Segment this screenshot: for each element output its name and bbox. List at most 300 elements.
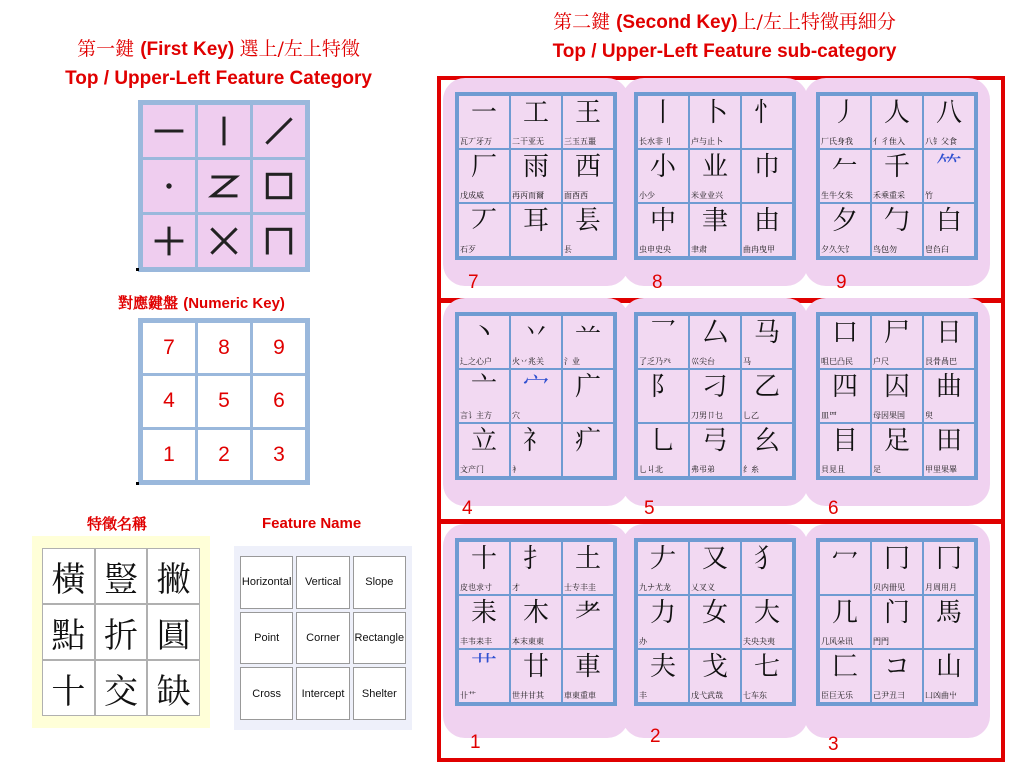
numeric-key-7[interactable]: 7	[143, 323, 195, 373]
group-key-number: 3	[828, 734, 839, 755]
subcategory-grid-8	[634, 92, 796, 260]
subcategory-glyph: 幺	[753, 426, 780, 456]
subcategory-grid-7	[455, 92, 617, 260]
subcategory-cell[interactable]	[563, 316, 613, 368]
subcategory-cell[interactable]	[872, 96, 922, 148]
subcategory-cell[interactable]	[872, 370, 922, 422]
group-key-number: 5	[644, 498, 655, 519]
subcategory-glyph: 忄	[753, 98, 780, 128]
subcategory-glyph: 土	[574, 544, 601, 574]
feature-cn-cell: 缺	[147, 660, 200, 716]
subcategory-glyph: 夕	[831, 206, 858, 236]
feature-cn-cell: 折	[95, 604, 148, 660]
subcategory-glyph: 厶	[701, 318, 728, 348]
subcategory-glyph: 日	[935, 318, 962, 348]
subcategory-examples: 厂氏身我	[821, 137, 853, 146]
subcategory-cell[interactable]	[563, 150, 613, 202]
subcategory-cell[interactable]	[459, 650, 509, 702]
subcategory-glyph: 广	[574, 372, 601, 402]
subcategory-examples: 皮也求寸	[460, 583, 492, 592]
subcategory-glyph: 宀	[522, 372, 549, 402]
subcategory-examples: 卢与止卜	[691, 137, 723, 146]
subcategory-cell[interactable]	[742, 542, 792, 594]
subcategory-cell[interactable]	[872, 150, 922, 202]
subcategory-examples: 咀巳凸民	[821, 357, 853, 366]
subcategory-examples: 亻彳隹入	[873, 137, 905, 146]
subcategory-examples: 甲里果畢	[925, 465, 957, 474]
feature-en-cell: Point	[240, 612, 293, 665]
subcategory-glyph: コ	[883, 652, 910, 682]
subcategory-examples: 禾乘重采	[873, 191, 905, 200]
subcategory-grid-1	[455, 538, 617, 706]
subcategory-examples: 本末東東	[512, 637, 544, 646]
subcategory-glyph: 七	[753, 652, 780, 682]
feature-cn-cell: 橫	[42, 548, 95, 604]
feature-cn-cell: 撇	[147, 548, 200, 604]
feature-cn-cell: 交	[95, 660, 148, 716]
first-key-title-en: (First Key)	[140, 39, 240, 60]
subcategory-cell[interactable]	[690, 424, 740, 476]
subcategory-examples: 艮骨咼巴	[925, 357, 957, 366]
subcategory-cell[interactable]	[924, 96, 974, 148]
subcategory-grid-6	[816, 312, 978, 480]
subcategory-cell[interactable]	[459, 204, 509, 256]
subcategory-examples: 面酉西	[564, 191, 588, 200]
subcategory-examples: 生牛攵朱	[821, 191, 853, 200]
subcategory-cell[interactable]	[742, 424, 792, 476]
group-key-number: 1	[470, 732, 481, 753]
subcategory-cell[interactable]	[638, 650, 688, 702]
subcategory-glyph: 千	[883, 152, 910, 182]
subcategory-cell[interactable]	[872, 204, 922, 256]
feature-cn-cell: 十	[42, 660, 95, 716]
subcategory-glyph: 木	[522, 598, 549, 628]
first-key-subtitle: Top / Upper-Left Feature Category	[65, 68, 372, 89]
subcategory-examples: 竹	[925, 191, 933, 200]
subcategory-examples: 夕久矢饣	[821, 245, 853, 254]
subcategory-examples: 乚乙	[743, 411, 759, 420]
subcategory-cell[interactable]	[690, 650, 740, 702]
subcategory-cell[interactable]	[563, 370, 613, 422]
second-key-title-cn2: 上/左上特徵再細分	[737, 11, 896, 33]
subcategory-cell[interactable]	[820, 424, 870, 476]
group-key-number: 7	[468, 272, 479, 293]
subcategory-glyph: 女	[701, 598, 728, 628]
subcategory-cell[interactable]	[924, 204, 974, 256]
subcategory-glyph: 冂	[883, 544, 910, 574]
subcategory-cell[interactable]	[638, 370, 688, 422]
subcategory-cell[interactable]	[638, 204, 688, 256]
subcategory-glyph: 丶	[470, 318, 497, 348]
subcategory-examples: 皿罒	[821, 411, 837, 420]
shelter-icon[interactable]	[253, 215, 305, 267]
subcategory-cell[interactable]	[638, 542, 688, 594]
subcategory-cell[interactable]	[742, 370, 792, 422]
subcategory-cell[interactable]	[924, 424, 974, 476]
subcategory-examples: 户尺	[873, 357, 889, 366]
subcategory-grid-2	[634, 538, 796, 706]
feature-en-cell: Corner	[296, 612, 349, 665]
subcategory-cell[interactable]	[924, 150, 974, 202]
subcategory-glyph: 小	[649, 152, 676, 182]
group-key-number: 6	[828, 498, 839, 519]
feature-name-chinese-grid	[32, 536, 210, 728]
subcategory-glyph: 耒	[470, 598, 497, 628]
subcategory-examples: 門門	[873, 637, 889, 646]
subcategory-glyph: 乛	[649, 318, 676, 348]
subcategory-glyph: 匚	[831, 652, 858, 682]
subcategory-examples: 臣巨无乐	[821, 691, 853, 700]
subcategory-examples: 火丷兆关	[512, 357, 544, 366]
subcategory-glyph: 戈	[701, 652, 728, 682]
feature-en-cell: Horizontal	[240, 556, 293, 609]
vertical-stroke-icon[interactable]	[198, 105, 250, 157]
subcategory-examples: 世井甘其	[512, 691, 544, 700]
subcategory-examples: 二干亚无	[512, 137, 544, 146]
subcategory-cell[interactable]	[690, 150, 740, 202]
subcategory-examples: 月周用月	[925, 583, 957, 592]
subcategory-cell[interactable]	[872, 424, 922, 476]
subcategory-cell[interactable]	[820, 650, 870, 702]
subcategory-examples: 瓦丆牙万	[460, 137, 492, 146]
subcategory-cell[interactable]	[924, 542, 974, 594]
rectangle-icon[interactable]	[253, 160, 305, 212]
subcategory-cell[interactable]	[742, 316, 792, 368]
subcategory-examples: 足	[873, 465, 881, 474]
subcategory-examples: 丰韦耒丰	[460, 637, 492, 646]
subcategory-examples: 纟糸	[743, 465, 759, 474]
subcategory-glyph: 弓	[701, 426, 728, 456]
subcategory-glyph: 足	[883, 426, 910, 456]
subcategory-glyph: 礻	[522, 426, 549, 456]
subcategory-cell[interactable]	[820, 542, 870, 594]
subcategory-examples: 戊成威	[460, 191, 484, 200]
subcategory-examples: 三玉五噩	[564, 137, 596, 146]
subcategory-glyph: 大	[753, 598, 780, 628]
group-key-number: 9	[836, 272, 847, 293]
subcategory-cell[interactable]	[820, 316, 870, 368]
subcategory-grid-4	[455, 312, 617, 480]
subcategory-examples: 七车东	[743, 691, 767, 700]
subcategory-glyph: 乙	[753, 372, 780, 402]
subcategory-glyph: 田	[935, 426, 962, 456]
feature-name-english-grid	[234, 546, 412, 730]
subcategory-cell[interactable]	[742, 596, 792, 648]
subcategory-cell[interactable]	[563, 424, 613, 476]
subcategory-examples: 米业业兴	[691, 191, 723, 200]
subcategory-examples: 长水非刂	[639, 137, 671, 146]
subcategory-cell[interactable]	[511, 96, 561, 148]
subcategory-cell[interactable]	[690, 542, 740, 594]
feature-name-label-en: Feature Name	[262, 515, 362, 532]
subcategory-glyph: 白	[935, 206, 962, 236]
subcategory-cell[interactable]	[511, 596, 561, 648]
subcategory-cell[interactable]	[511, 204, 561, 256]
subcategory-cell[interactable]	[459, 424, 509, 476]
subcategory-glyph: 西	[574, 152, 601, 182]
subcategory-examples: 小少	[639, 191, 655, 200]
subcategory-examples: 凵凶曲屮	[925, 691, 957, 700]
subcategory-cell[interactable]	[459, 316, 509, 368]
subcategory-glyph: 工	[522, 98, 549, 128]
feature-en-cell: Vertical	[296, 556, 349, 609]
subcategory-glyph: 十	[470, 544, 497, 574]
subcategory-examples: 聿肃	[691, 245, 707, 254]
subcategory-examples: 穴	[512, 411, 520, 420]
numeric-key-8[interactable]: 8	[198, 323, 250, 373]
subcategory-glyph: 刁	[701, 372, 728, 402]
subcategory-examples: 刀男卩乜	[691, 411, 723, 420]
subcategory-glyph: 冂	[935, 544, 962, 574]
subcategory-cell[interactable]	[459, 596, 509, 648]
subcategory-cell[interactable]	[511, 316, 561, 368]
subcategory-glyph: 冖	[831, 544, 858, 574]
subcategory-glyph: 丆	[470, 206, 497, 236]
subcategory-glyph: 王	[574, 98, 601, 128]
subcategory-examples: 再丙而爾	[512, 191, 544, 200]
numeric-key-6[interactable]: 6	[253, 376, 305, 426]
subcategory-examples: 丰	[639, 691, 647, 700]
subcategory-examples: 文产门	[460, 465, 484, 474]
subcategory-examples: 言讠主方	[460, 411, 492, 420]
subcategory-examples: 車東重車	[564, 691, 596, 700]
second-key-subtitle: Top / Upper-Left Feature sub-category	[552, 41, 897, 62]
feature-en-cell: Cross	[240, 667, 293, 720]
subcategory-glyph: 四	[831, 372, 858, 402]
subcategory-grid-9	[816, 92, 978, 260]
subcategory-glyph: 门	[883, 598, 910, 628]
subcategory-cell[interactable]	[924, 650, 974, 702]
subcategory-examples: 虫申史央	[639, 245, 671, 254]
subcategory-examples: 贝内冊见	[873, 583, 905, 592]
subcategory-cell[interactable]	[563, 542, 613, 594]
subcategory-examples: 曲冉曳甲	[743, 245, 775, 254]
subcategory-examples: 弗弔弟	[691, 465, 715, 474]
second-key-title-cn: 第二鍵	[553, 11, 617, 33]
numeric-key-9[interactable]: 9	[253, 323, 305, 373]
subcategory-glyph: 丷	[522, 318, 549, 348]
subcategory-cell[interactable]	[511, 542, 561, 594]
subcategory-examples: 辶之心户	[460, 357, 492, 366]
subcategory-cell[interactable]	[563, 204, 613, 256]
subcategory-glyph: 廿	[522, 652, 549, 682]
subcategory-glyph: 耂	[574, 598, 601, 628]
subcategory-cell[interactable]	[820, 370, 870, 422]
subcategory-glyph: 目	[831, 426, 858, 456]
subcategory-cell[interactable]	[638, 96, 688, 148]
subcategory-glyph: 力	[649, 598, 676, 628]
subcategory-cell[interactable]	[563, 596, 613, 648]
subcategory-cell[interactable]	[820, 96, 870, 148]
subcategory-cell[interactable]	[563, 650, 613, 702]
subcategory-glyph: 夫	[649, 652, 676, 682]
subcategory-examples: 几风朵讯	[821, 637, 853, 646]
subcategory-glyph: 疒	[574, 426, 601, 456]
subcategory-glyph: 扌	[522, 544, 549, 574]
subcategory-examples: 乂叉义	[691, 583, 715, 592]
subcategory-cell[interactable]	[511, 424, 561, 476]
subcategory-glyph: 由	[753, 206, 780, 236]
feature-name-label-cn: 特徵名稱	[87, 515, 148, 533]
subcategory-examples: 办	[639, 637, 647, 646]
first-key-title-cn2: 選上/左上特徵	[239, 38, 360, 60]
grid-marker	[136, 268, 139, 271]
subcategory-examples: 了乏乃癶	[639, 357, 671, 366]
subcategory-grid-5	[634, 312, 796, 480]
subcategory-cell[interactable]	[924, 596, 974, 648]
subcategory-glyph: 𠂇	[649, 544, 676, 574]
subcategory-glyph: 阝	[649, 372, 676, 402]
feature-en-cell: Intercept	[296, 667, 349, 720]
subcategory-cell[interactable]	[690, 316, 740, 368]
subcategory-glyph: 𠂉	[831, 152, 858, 182]
subcategory-cell[interactable]	[459, 96, 509, 148]
subcategory-cell[interactable]	[872, 316, 922, 368]
subcategory-cell[interactable]	[690, 596, 740, 648]
subcategory-examples: 臾	[925, 411, 933, 420]
numeric-key-4[interactable]: 4	[143, 376, 195, 426]
subcategory-cell[interactable]	[638, 316, 688, 368]
subcategory-examples: 母因果国	[873, 411, 905, 420]
subcategory-glyph: 卜	[701, 98, 728, 128]
feature-en-cell: Slope	[353, 556, 406, 609]
subcategory-cell[interactable]	[459, 370, 509, 422]
subcategory-glyph: 又	[701, 544, 728, 574]
subcategory-glyph: 巾	[753, 152, 780, 182]
subcategory-examples: 鸟包勿	[873, 245, 897, 254]
subcategory-glyph: 业	[701, 152, 728, 182]
subcategory-cell[interactable]	[742, 96, 792, 148]
subcategory-cell[interactable]	[690, 370, 740, 422]
subcategory-examples: 氵业	[564, 357, 580, 366]
subcategory-cell[interactable]	[820, 150, 870, 202]
intercept-x-icon[interactable]	[198, 215, 250, 267]
subcategory-cell[interactable]	[872, 596, 922, 648]
subcategory-examples: 石歹	[460, 245, 476, 254]
feature-en-cell: Rectangle	[353, 612, 406, 665]
subcategory-cell[interactable]	[820, 596, 870, 648]
subcategory-glyph: 几	[831, 598, 858, 628]
subcategory-glyph: 亠	[470, 372, 497, 402]
first-key-title-cn: 第一鍵	[77, 38, 141, 60]
subcategory-examples: 士专丰圭	[564, 583, 596, 592]
feature-cn-cell: 點	[42, 604, 95, 660]
subcategory-glyph: 車	[574, 652, 601, 682]
first-key-title	[0, 35, 437, 93]
subcategory-glyph: 中	[649, 206, 676, 236]
subcategory-examples: 衤	[512, 465, 520, 474]
subcategory-examples: 夫央夬夷	[743, 637, 775, 646]
dot-icon[interactable]	[143, 160, 195, 212]
numeric-key-label-cn: 對應鍵盤	[118, 294, 184, 312]
feature-cn-cell: 圓	[147, 604, 200, 660]
second-key-title	[437, 8, 1012, 66]
grid-marker	[136, 482, 139, 485]
subcategory-examples: 八钅父食	[925, 137, 957, 146]
subcategory-glyph: 一	[470, 98, 497, 128]
subcategory-glyph: 口	[831, 318, 858, 348]
subcategory-glyph: 耳	[522, 206, 549, 236]
subcategory-examples: 皀臽臼	[925, 245, 949, 254]
cross-icon[interactable]	[143, 215, 195, 267]
corner-z-icon[interactable]	[198, 160, 250, 212]
subcategory-cell[interactable]	[459, 542, 509, 594]
subcategory-cell[interactable]	[511, 370, 561, 422]
numeric-key-grid	[138, 318, 310, 485]
subcategory-cell[interactable]	[924, 316, 974, 368]
horizontal-stroke-icon[interactable]	[143, 105, 195, 157]
subcategory-glyph: 立	[470, 426, 497, 456]
subcategory-cell[interactable]	[459, 150, 509, 202]
subcategory-glyph: 䒑	[574, 318, 601, 348]
subcategory-glyph: 丿	[831, 98, 858, 128]
subcategory-cell[interactable]	[924, 370, 974, 422]
subcategory-glyph: 乚	[649, 426, 676, 456]
subcategory-glyph: 山	[935, 652, 962, 682]
subcategory-glyph: 曲	[935, 372, 962, 402]
subcategory-cell[interactable]	[638, 596, 688, 648]
subcategory-cell[interactable]	[511, 150, 561, 202]
numeric-key-label	[118, 292, 285, 313]
feature-en-cell: Shelter	[353, 667, 406, 720]
group-key-number: 8	[652, 272, 663, 293]
subcategory-examples: 才	[512, 583, 520, 592]
numeric-key-label-en: (Numeric Key)	[183, 295, 285, 312]
subcategory-cell[interactable]	[820, 204, 870, 256]
subcategory-examples: 戊弋武哉	[691, 691, 723, 700]
subcategory-glyph: 犭	[753, 544, 780, 574]
subcategory-cell[interactable]	[690, 204, 740, 256]
subcategory-examples: 卝艹	[460, 691, 476, 700]
subcategory-glyph: 艹	[470, 652, 497, 682]
group-key-number: 2	[650, 726, 661, 747]
slope-stroke-icon[interactable]	[253, 105, 305, 157]
subcategory-cell[interactable]	[742, 204, 792, 256]
subcategory-cell[interactable]	[742, 650, 792, 702]
numeric-key-3[interactable]: 3	[253, 430, 305, 480]
subcategory-cell[interactable]	[638, 150, 688, 202]
subcategory-glyph: 尸	[883, 318, 910, 348]
numeric-key-2[interactable]: 2	[198, 430, 250, 480]
subcategory-examples: 己尹丑彐	[873, 691, 905, 700]
subcategory-glyph: ⺮	[935, 152, 962, 182]
subcategory-glyph: 八	[935, 98, 962, 128]
subcategory-examples: 乚丩北	[639, 465, 663, 474]
subcategory-glyph: 马	[753, 318, 780, 348]
subcategory-examples: 九ナ尤龙	[639, 583, 671, 592]
subcategory-cell[interactable]	[872, 650, 922, 702]
subcategory-examples: 马	[743, 357, 751, 366]
subcategory-cell[interactable]	[690, 96, 740, 148]
second-key-title-en: (Second Key)	[616, 12, 738, 33]
numeric-key-5[interactable]: 5	[198, 376, 250, 426]
subcategory-glyph: 雨	[522, 152, 549, 182]
numeric-key-1[interactable]: 1	[143, 430, 195, 480]
first-key-grid	[138, 100, 310, 272]
subcategory-grid-3	[816, 538, 978, 706]
subcategory-glyph: 镸	[574, 206, 601, 236]
subcategory-cell[interactable]	[511, 650, 561, 702]
subcategory-examples: 镸	[564, 245, 572, 254]
subcategory-glyph: 勹	[883, 206, 910, 236]
subcategory-glyph: 丨	[649, 98, 676, 128]
subcategory-cell[interactable]	[638, 424, 688, 476]
feature-cn-cell: 豎	[95, 548, 148, 604]
subcategory-cell[interactable]	[742, 150, 792, 202]
subcategory-cell[interactable]	[872, 542, 922, 594]
subcategory-cell[interactable]	[563, 96, 613, 148]
subcategory-glyph: 馬	[935, 598, 962, 628]
